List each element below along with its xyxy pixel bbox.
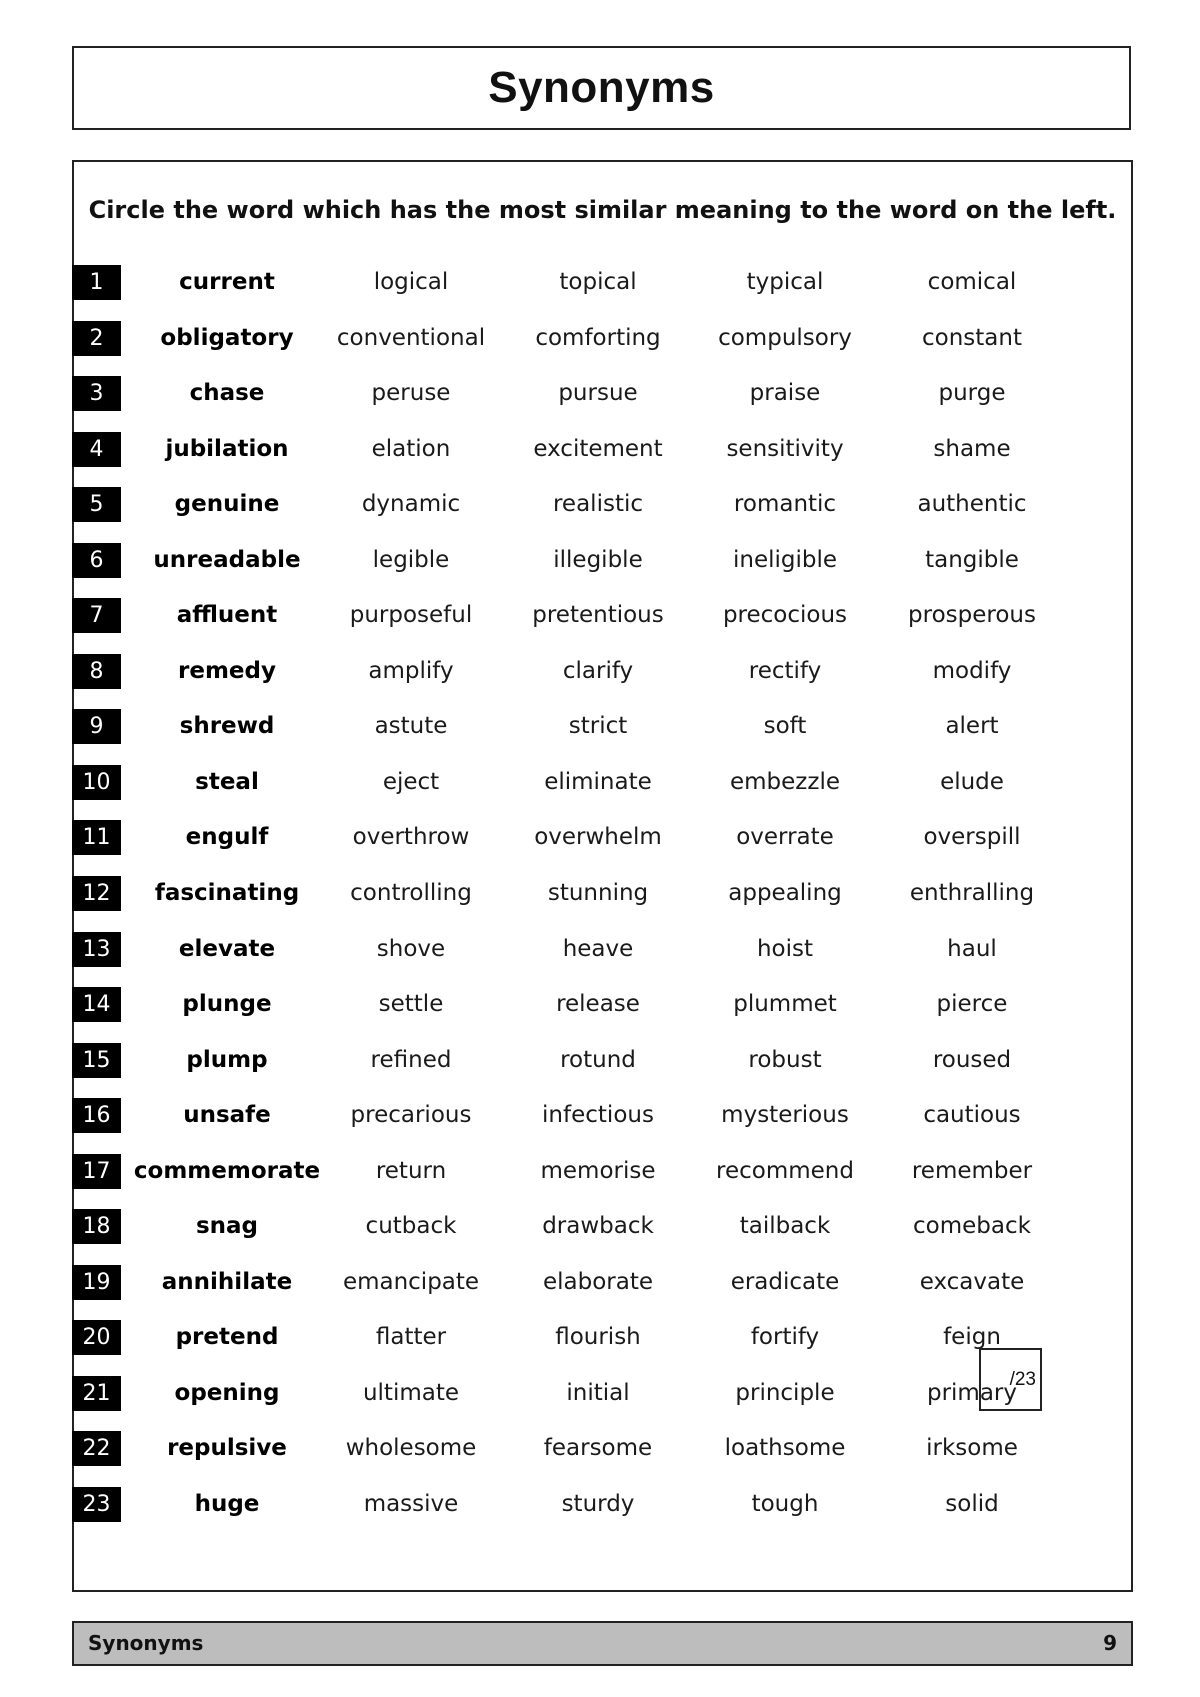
answer-option[interactable]: peruse	[371, 380, 451, 407]
question-row	[74, 1040, 1131, 1096]
question-row	[74, 318, 1131, 374]
answer-option[interactable]: flatter	[375, 1324, 447, 1351]
answer-option[interactable]: primary	[926, 1379, 1017, 1406]
question-row	[74, 762, 1131, 818]
question-row	[74, 1262, 1131, 1318]
answer-option[interactable]: authentic	[917, 491, 1027, 518]
target-word: commemorate	[133, 1157, 321, 1184]
question-number: 6	[72, 543, 121, 578]
answer-option[interactable]: compulsory	[718, 324, 852, 351]
question-row	[74, 1206, 1131, 1262]
answer-option[interactable]: shame	[933, 435, 1011, 462]
question-number: 12	[72, 876, 121, 911]
question-row	[74, 1317, 1131, 1373]
answer-option[interactable]: ultimate	[362, 1379, 460, 1406]
answer-option[interactable]: return	[375, 1157, 447, 1184]
answer-option[interactable]: romantic	[733, 491, 837, 518]
answer-option[interactable]: robust	[748, 1046, 822, 1073]
answer-option[interactable]: realistic	[552, 491, 643, 518]
answer-option[interactable]: excavate	[919, 1268, 1025, 1295]
target-word: steal	[195, 768, 259, 795]
answer-option[interactable]: ineligible	[732, 546, 838, 573]
question-row	[74, 873, 1131, 929]
answer-option[interactable]: soft	[763, 713, 807, 740]
answer-option[interactable]: enthralling	[909, 880, 1035, 907]
answer-option[interactable]: overwhelm	[534, 824, 662, 851]
answer-option[interactable]: eject	[382, 768, 440, 795]
question-row	[74, 429, 1131, 485]
answer-option[interactable]: dynamic	[361, 491, 461, 518]
score-box	[979, 1348, 1042, 1411]
question-number: 23	[72, 1487, 121, 1522]
answer-option[interactable]: elation	[371, 435, 451, 462]
question-number: 14	[72, 987, 121, 1022]
answer-option[interactable]: overthrow	[352, 824, 470, 851]
answer-option[interactable]: heave	[562, 935, 634, 962]
answer-option[interactable]: emancipate	[342, 1268, 480, 1295]
question-number: 21	[72, 1376, 121, 1411]
answer-option[interactable]: recommend	[716, 1157, 854, 1184]
target-word: engulf	[185, 824, 269, 851]
question-row	[74, 929, 1131, 985]
answer-option[interactable]: rectify	[748, 657, 822, 684]
target-word: pretend	[175, 1324, 279, 1351]
question-row	[74, 817, 1131, 873]
answer-option[interactable]: remember	[911, 1157, 1033, 1184]
question-number: 4	[72, 432, 121, 467]
question-row	[74, 1373, 1131, 1429]
answer-option[interactable]: roused	[932, 1046, 1012, 1073]
answer-option[interactable]: clarify	[562, 657, 634, 684]
answer-option[interactable]: loathsome	[724, 1435, 846, 1462]
answer-option[interactable]: shove	[376, 935, 446, 962]
score-label: /23	[1009, 1368, 1036, 1390]
target-word: jubilation	[165, 435, 289, 462]
answer-option[interactable]: irksome	[926, 1435, 1018, 1462]
question-row	[74, 706, 1131, 762]
answer-option[interactable]: elude	[940, 768, 1004, 795]
answer-option[interactable]: plummet	[733, 991, 837, 1018]
target-word: unsafe	[183, 1102, 271, 1129]
target-word: obligatory	[160, 324, 294, 351]
answer-option[interactable]: precarious	[350, 1102, 472, 1129]
answer-option[interactable]: eradicate	[730, 1268, 840, 1295]
answer-option[interactable]: comical	[927, 269, 1017, 295]
answer-option[interactable]: mysterious	[721, 1102, 849, 1129]
question-row	[74, 1095, 1131, 1151]
answer-option[interactable]: illegible	[553, 546, 643, 573]
answer-option[interactable]: comeback	[913, 1213, 1031, 1240]
answer-option[interactable]: sensitivity	[726, 435, 844, 462]
answer-option[interactable]: legible	[372, 546, 450, 573]
answer-option[interactable]: comforting	[535, 324, 661, 351]
answer-option[interactable]: logical	[373, 269, 449, 295]
question-number: 13	[72, 932, 121, 967]
question-row	[74, 651, 1131, 707]
answer-option[interactable]: infectious	[542, 1102, 654, 1129]
instruction-text: Circle the word which has the most similar meaning to the word on the left.	[88, 196, 1117, 224]
question-number: 18	[72, 1209, 121, 1244]
page-number: 9	[1103, 1631, 1117, 1655]
answer-option[interactable]: fearsome	[543, 1435, 653, 1462]
answer-option[interactable]: rotund	[560, 1046, 636, 1073]
question-number: 9	[72, 709, 121, 744]
answer-option[interactable]: appealing	[728, 880, 842, 907]
answer-option[interactable]: stunning	[547, 880, 649, 907]
answer-option[interactable]: topical	[559, 269, 637, 295]
question-number: 19	[72, 1265, 121, 1300]
answer-option[interactable]: excitement	[533, 435, 663, 462]
question-number: 10	[72, 765, 121, 800]
question-list	[74, 262, 1131, 1540]
answer-option[interactable]: pierce	[936, 991, 1008, 1018]
answer-option[interactable]: tangible	[925, 546, 1019, 573]
answer-option[interactable]: release	[556, 991, 640, 1018]
answer-option[interactable]: cautious	[923, 1102, 1021, 1129]
answer-option[interactable]: overrate	[736, 824, 834, 851]
question-row	[74, 262, 1131, 318]
page-title: Synonyms	[488, 63, 715, 112]
answer-option[interactable]: prosperous	[908, 602, 1036, 629]
answer-option[interactable]: strict	[568, 713, 628, 740]
target-word: plump	[186, 1046, 268, 1073]
question-number: 20	[72, 1320, 121, 1355]
target-word: remedy	[178, 657, 276, 684]
answer-option[interactable]: drawback	[542, 1213, 654, 1240]
target-word: snag	[195, 1213, 259, 1240]
question-row	[74, 984, 1131, 1040]
question-number: 15	[72, 1043, 121, 1078]
answer-option[interactable]: tailback	[739, 1213, 831, 1240]
answer-option[interactable]: overspill	[923, 824, 1021, 851]
target-word: opening	[174, 1379, 280, 1406]
answer-option[interactable]: constant	[922, 324, 1022, 351]
answer-option[interactable]: refined	[370, 1046, 452, 1073]
answer-option[interactable]: massive	[363, 1491, 459, 1518]
footer-title: Synonyms	[88, 1631, 204, 1655]
answer-option[interactable]: conventional	[336, 324, 486, 351]
answer-option[interactable]: alert	[945, 713, 999, 740]
question-row	[74, 484, 1131, 540]
question-row	[74, 595, 1131, 651]
question-number: 2	[72, 321, 121, 356]
answer-option[interactable]: modify	[932, 657, 1012, 684]
question-number: 17	[72, 1154, 121, 1189]
answer-option[interactable]: initial	[566, 1379, 630, 1406]
worksheet-box	[72, 160, 1133, 1592]
answer-option[interactable]: astute	[374, 713, 448, 740]
question-number: 11	[72, 820, 121, 855]
answer-option[interactable]: elaborate	[542, 1268, 654, 1295]
answer-option[interactable]: wholesome	[345, 1435, 477, 1462]
answer-option[interactable]: controlling	[350, 880, 472, 907]
answer-option[interactable]: cutback	[365, 1213, 457, 1240]
answer-option[interactable]: haul	[947, 935, 997, 962]
answer-option[interactable]: amplify	[368, 657, 454, 684]
target-word: plunge	[182, 991, 272, 1018]
answer-option[interactable]: eliminate	[544, 768, 652, 795]
question-number: 3	[72, 376, 121, 411]
question-row	[74, 1151, 1131, 1207]
answer-option[interactable]: tough	[751, 1491, 819, 1518]
question-number: 16	[72, 1098, 121, 1133]
answer-option[interactable]: principle	[735, 1379, 835, 1406]
title-box	[72, 46, 1131, 130]
question-row	[74, 373, 1131, 429]
target-word: genuine	[174, 491, 280, 518]
question-number: 22	[72, 1431, 121, 1466]
target-word: fascinating	[154, 880, 300, 907]
question-number: 5	[72, 487, 121, 522]
target-word: shrewd	[179, 713, 275, 740]
question-row	[74, 1428, 1131, 1484]
question-row	[74, 540, 1131, 596]
question-number: 1	[72, 265, 121, 300]
answer-option[interactable]: typical	[746, 269, 824, 295]
target-word: unreadable	[153, 546, 301, 573]
target-word: huge	[194, 1491, 260, 1518]
footer-bar	[72, 1621, 1133, 1666]
answer-option[interactable]: praise	[749, 380, 821, 407]
answer-option[interactable]: purge	[938, 380, 1006, 407]
answer-option[interactable]: memorise	[540, 1157, 656, 1184]
target-word: elevate	[178, 935, 276, 962]
answer-option[interactable]: solid	[945, 1491, 999, 1518]
answer-option[interactable]: purposeful	[349, 602, 473, 629]
target-word: current	[179, 269, 275, 295]
question-number: 8	[72, 654, 121, 689]
answer-option[interactable]: flourish	[555, 1324, 641, 1351]
answer-option[interactable]: feign	[943, 1324, 1001, 1351]
question-number: 7	[72, 598, 121, 633]
answer-option[interactable]: precocious	[722, 602, 848, 629]
answer-option[interactable]: hoist	[756, 935, 814, 962]
answer-option[interactable]: fortify	[750, 1324, 820, 1351]
answer-option[interactable]: settle	[378, 991, 444, 1018]
answer-option[interactable]: sturdy	[561, 1491, 635, 1518]
answer-option[interactable]: embezzle	[730, 768, 840, 795]
answer-option[interactable]: pretentious	[532, 602, 664, 629]
target-word: affluent	[176, 602, 278, 629]
target-word: chase	[189, 380, 265, 407]
answer-option[interactable]: pursue	[558, 380, 638, 407]
target-word: repulsive	[167, 1435, 287, 1462]
target-word: annihilate	[161, 1268, 293, 1295]
question-row	[74, 1484, 1131, 1540]
